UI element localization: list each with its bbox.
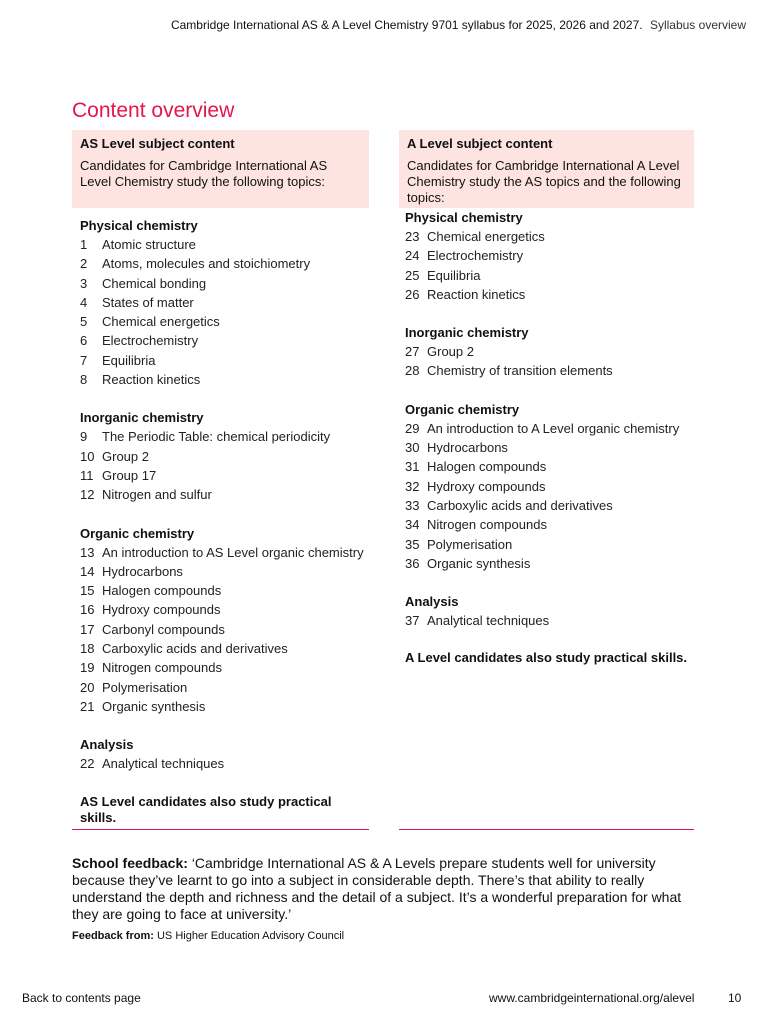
topic-name: Chemistry of transition elements — [427, 363, 613, 379]
a-group-physical — [399, 208, 694, 304]
topic-number: 14 — [80, 563, 95, 579]
topic-name: Analytical techniques — [427, 613, 550, 629]
group-title: Inorganic chemistry — [405, 325, 529, 341]
a-level-intro-box — [399, 130, 694, 208]
website-link[interactable]: www.cambridgeinternational.org/alevel — [489, 991, 695, 1005]
group-title: Analysis — [405, 594, 459, 610]
topic-number: 25 — [405, 267, 420, 283]
topic-item — [405, 361, 694, 380]
topic-item — [80, 562, 369, 581]
topic-item — [80, 658, 369, 677]
spacer — [72, 505, 369, 524]
topic-name: Carboxylic acids and derivatives — [427, 497, 613, 513]
topic-number: 3 — [80, 275, 88, 291]
topic-number: 10 — [80, 448, 95, 464]
topic-name: Organic synthesis — [427, 555, 531, 571]
topic-name: Atoms, molecules and stoichiometry — [102, 256, 311, 272]
topic-item — [80, 331, 369, 350]
topic-number: 29 — [405, 420, 420, 436]
topic-number: 7 — [80, 352, 88, 368]
as-level-column — [72, 130, 369, 826]
header-section: Syllabus overview — [649, 18, 746, 32]
topic-name: An introduction to A Level organic chemistry — [427, 420, 680, 436]
topic-number: 5 — [80, 314, 88, 330]
topic-name: Hydrocarbons — [427, 440, 508, 456]
as-level-title: AS Level subject content — [80, 136, 235, 151]
topic-item — [80, 678, 369, 697]
spacer — [399, 304, 694, 323]
topic-item — [80, 600, 369, 619]
topic-item — [80, 235, 369, 254]
topic-item — [80, 370, 369, 389]
topic-number: 24 — [405, 248, 420, 264]
feedback-source-label: Feedback from: — [72, 930, 154, 942]
as-level-topic-groups — [72, 212, 369, 826]
a-level-intro: Candidates for Cambridge International A Level Chemistry study the AS topics and the following topics: — [407, 158, 681, 205]
topic-name: Hydrocarbons — [102, 563, 183, 579]
topic-name: Carboxylic acids and derivatives — [102, 641, 288, 657]
topic-name: An introduction to AS Level organic chemistry — [102, 544, 364, 560]
topic-item — [80, 312, 369, 331]
topic-item — [80, 620, 369, 639]
topic-item — [80, 754, 369, 773]
group-title: Physical chemistry — [405, 210, 523, 225]
topic-number: 13 — [80, 544, 95, 560]
topic-name: Hydroxy compounds — [102, 602, 221, 618]
topic-name: Atomic structure — [102, 237, 196, 252]
a-group-inorganic — [399, 323, 694, 381]
topic-number: 15 — [80, 583, 95, 599]
topic-name: Halogen compounds — [427, 459, 547, 475]
topic-name: Reaction kinetics — [427, 286, 526, 302]
group-title: Inorganic chemistry — [80, 410, 204, 426]
topic-number: 36 — [405, 555, 420, 571]
topic-item — [80, 697, 369, 716]
topic-item — [80, 543, 369, 562]
topic-item — [405, 438, 694, 457]
school-feedback — [72, 855, 702, 923]
a-group-organic — [399, 400, 694, 573]
topic-number: 4 — [80, 294, 88, 310]
topic-number: 20 — [80, 679, 95, 695]
topic-item — [405, 227, 694, 246]
as-level-practical-note: AS Level candidates also study practical skills. — [80, 793, 332, 825]
topic-item — [405, 266, 694, 285]
as-column-divider — [72, 829, 369, 830]
topic-number: 1 — [80, 237, 88, 252]
topic-number: 23 — [405, 229, 420, 244]
a-level-practical-note: A Level candidates also study practical skills. — [405, 650, 688, 666]
topic-number: 18 — [80, 641, 95, 657]
topic-item — [80, 351, 369, 370]
topic-item — [80, 466, 369, 485]
topic-item — [80, 485, 369, 504]
topic-number: 11 — [80, 467, 94, 483]
topic-number: 34 — [405, 517, 420, 533]
group-title: Organic chemistry — [80, 525, 195, 541]
topic-name: Electrochemistry — [427, 248, 524, 264]
topic-item — [405, 285, 694, 304]
page-number: 10 — [728, 991, 742, 1005]
topic-name: Group 17 — [102, 467, 157, 483]
topic-item — [80, 581, 369, 600]
a-level-topic-groups — [399, 208, 694, 666]
group-title: Organic chemistry — [405, 401, 520, 417]
feedback-source-name: US Higher Education Advisory Council — [156, 930, 345, 942]
topic-name: Analytical techniques — [102, 756, 225, 772]
topic-name: Nitrogen and sulfur — [102, 487, 212, 503]
topic-number: 32 — [405, 478, 420, 494]
feedback-label: School feedback: — [72, 855, 188, 871]
topic-number: 6 — [80, 333, 88, 349]
spacer — [72, 389, 369, 408]
as-group-inorganic — [72, 408, 369, 504]
topic-name: Chemical bonding — [102, 275, 207, 291]
topic-item — [405, 515, 694, 534]
topic-name: Polymerisation — [427, 536, 513, 552]
as-level-intro-box — [72, 130, 369, 208]
as-group-analysis — [72, 735, 369, 773]
topic-number: 35 — [405, 536, 420, 552]
topic-item — [405, 611, 694, 630]
a-level-column — [399, 130, 694, 666]
topic-number: 22 — [80, 756, 95, 772]
topic-number: 21 — [80, 698, 95, 714]
feedback-source — [72, 930, 344, 942]
topic-number: 2 — [80, 256, 88, 272]
group-title: Physical chemistry — [80, 218, 198, 233]
topic-name: Carbonyl compounds — [102, 621, 225, 637]
header-title: Cambridge International AS & A Level Chemistry 9701 syllabus for 2025, 2026 and 2027. — [170, 18, 643, 32]
topic-number: 8 — [80, 372, 88, 388]
a-group-analysis — [399, 592, 694, 630]
running-header — [171, 18, 746, 32]
topic-number: 30 — [405, 440, 420, 456]
topic-item — [405, 554, 694, 573]
group-title: Analysis — [80, 737, 134, 753]
topic-item — [405, 419, 694, 438]
a-level-title: A Level subject content — [407, 136, 553, 151]
topic-item — [80, 639, 369, 658]
topic-number: 33 — [405, 497, 420, 513]
topic-number: 17 — [80, 621, 95, 637]
topic-number: 28 — [405, 363, 420, 379]
topic-name: Hydroxy compounds — [427, 478, 546, 494]
topic-number: 31 — [405, 459, 420, 475]
topic-number: 27 — [405, 344, 420, 360]
topic-name: Equilibria — [427, 267, 481, 283]
topic-name: Chemical energetics — [102, 314, 220, 330]
topic-name: Reaction kinetics — [102, 372, 201, 388]
as-group-physical — [72, 216, 369, 389]
topic-item — [405, 535, 694, 554]
spacer — [72, 774, 369, 794]
topic-name: Polymerisation — [102, 679, 188, 695]
topic-name: Organic synthesis — [102, 698, 206, 714]
topic-number: 26 — [405, 286, 420, 302]
page-title: Content overview — [72, 99, 235, 122]
topic-item — [80, 274, 369, 293]
topic-name: Group 2 — [427, 344, 474, 360]
spacer — [399, 573, 694, 592]
topic-name: Nitrogen compounds — [102, 660, 222, 676]
topic-item — [80, 293, 369, 312]
topic-name: Group 2 — [102, 448, 149, 464]
topic-number: 16 — [80, 602, 95, 618]
as-group-organic — [72, 524, 369, 717]
topic-name: Halogen compounds — [102, 583, 222, 599]
topic-number: 12 — [80, 487, 95, 503]
spacer — [72, 716, 369, 735]
a-column-divider — [399, 829, 694, 830]
topic-item — [405, 457, 694, 476]
spacer — [399, 381, 694, 400]
topic-item — [405, 246, 694, 265]
as-level-intro: Candidates for Cambridge International AS Level Chemistry study the following topics: — [80, 158, 328, 189]
topic-name: Equilibria — [102, 352, 156, 368]
spacer — [399, 630, 694, 650]
topic-name: Electrochemistry — [102, 333, 199, 349]
topic-name: Nitrogen compounds — [427, 517, 547, 533]
topic-number: 19 — [80, 660, 95, 676]
topic-name: Chemical energetics — [427, 229, 545, 244]
topic-number: 37 — [405, 613, 420, 629]
topic-item — [405, 342, 694, 361]
topic-item — [405, 477, 694, 496]
back-to-contents-link[interactable]: Back to contents page — [22, 991, 141, 1005]
topic-name: The Periodic Table: chemical periodicity — [102, 429, 331, 445]
topic-number: 9 — [80, 429, 88, 445]
topic-name: States of matter — [102, 294, 194, 310]
topic-item — [80, 427, 369, 446]
topic-item — [80, 447, 369, 466]
feedback-quote: ‘Cambridge International AS & A Levels prepare students well for university because they’ve learnt to go into a subject in considerable depth. There’s that ability to really understand the depth and richness and the detail of a subject. It’s a wonderful preparation for what they are going to face at university.’ — [72, 855, 682, 922]
topic-item — [405, 496, 694, 515]
topic-item — [80, 254, 369, 273]
